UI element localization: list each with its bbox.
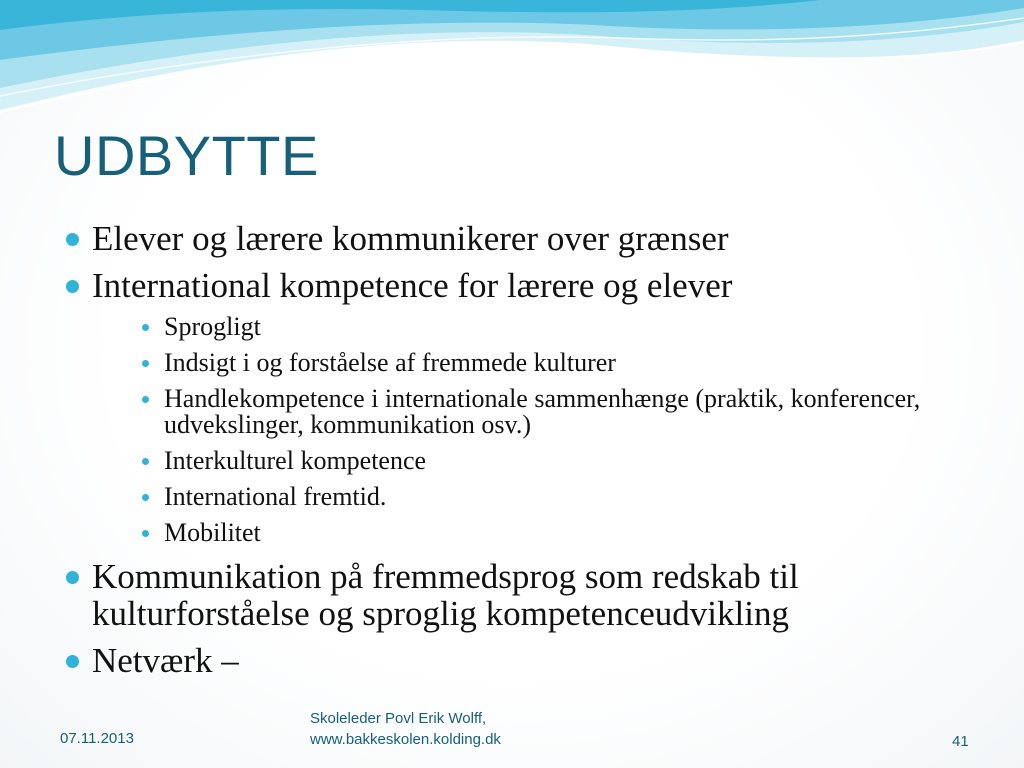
bullet-item: [66, 267, 976, 304]
sub-bullet-dot-icon: [142, 494, 149, 501]
sub-bullet-dot-icon: [142, 458, 149, 465]
header-wave-decoration: [0, 0, 1024, 120]
bullet-dot-icon: [66, 280, 79, 293]
bullet-item: [66, 558, 976, 632]
sub-bullet-dot-icon: [142, 530, 149, 537]
sub-bullet-item: [138, 386, 976, 438]
bullet-text: Elever og lærere kommunikerer over grænser: [92, 219, 729, 258]
sub-bullet-text: Mobilitet: [164, 518, 261, 547]
sub-bullet-item: [138, 314, 976, 340]
sub-bullet-dot-icon: [142, 360, 149, 367]
bullet-text: Kommunikation på fremmedsprog som redskab til kulturforståelse og sproglig kompetenceudvikling: [92, 557, 799, 633]
sub-bullet-item: [138, 448, 976, 474]
bullet-item: [66, 220, 976, 257]
footer-author-website: www.bakkeskolen.kolding.dk: [310, 731, 501, 748]
footer-page-number: 41: [952, 733, 969, 750]
sub-bullet-text: Sprogligt: [164, 312, 261, 341]
sub-bullet-text: Handlekompetence i internationale sammenhænge (praktik, konferencer, udvekslinger, kommunikation osv.): [164, 384, 921, 439]
sub-bullet-item: [138, 484, 976, 510]
footer-date: 07.11.2013: [60, 730, 134, 747]
sub-bullet-item: [138, 350, 976, 376]
sub-bullet-text: International fremtid.: [164, 482, 387, 511]
bullet-dot-icon: [66, 655, 79, 668]
sub-bullet-dot-icon: [142, 324, 149, 331]
sub-bullet-list: [138, 314, 976, 546]
bullet-text: International kompetence for lærere og elever: [92, 266, 733, 305]
bullet-dot-icon: [66, 571, 79, 584]
bullet-text: Netværk –: [92, 641, 239, 680]
bullet-item: [66, 642, 976, 679]
sub-bullet-dot-icon: [142, 396, 149, 403]
sub-bullet-item: [138, 520, 976, 546]
sub-bullet-text: Indsigt i og forståelse af fremmede kulturer: [164, 348, 616, 377]
footer-author-name: Skoleleder Povl Erik Wolff,: [310, 710, 487, 727]
slide-title: UDBYTTE: [54, 124, 319, 187]
sub-bullet-text: Interkulturel kompetence: [164, 446, 427, 475]
bullet-dot-icon: [66, 233, 79, 246]
footer-author: [310, 708, 501, 750]
slide-content: [66, 220, 976, 689]
